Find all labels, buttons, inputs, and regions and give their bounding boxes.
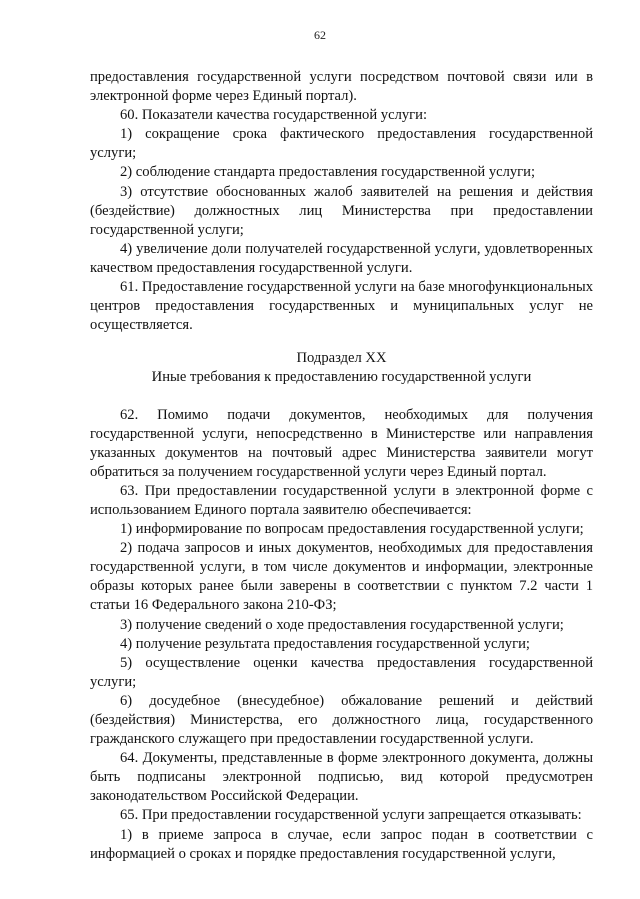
page-number: 62 (314, 28, 326, 42)
paragraph-60-item-2: 2) соблюдение стандарта предоставления государственной услуги; (120, 164, 536, 181)
paragraph-64: 64. Документы, представленные в форме электронного документа, должны быть подписаны электронной подписью, вид которой предусмотрен законодательством Российской Федерации. (90, 750, 593, 805)
paragraph-60-item-4: 4) увеличение доли получателей государственной услуги, удовлетворенных качеством предоставления государственной услуги. (90, 240, 593, 276)
spacer (90, 335, 593, 349)
paragraph-60: 60. Показатели качества государственной услуги: (120, 107, 428, 124)
spacer (90, 388, 593, 406)
paragraph-65-item-1: 1) в приеме запроса в случае, если запрос подан в соответствии с информацией о сроках и порядке предоставления государственной услуги, (90, 826, 593, 862)
paragraph-60-item-1: 1) сокращение срока фактического предоставления государственной услуги; (90, 126, 593, 162)
paragraph-61: 61. Предоставление государственной услуги на базе многофункциональных центров предоставления государственных и муниципальных услуг не осуществляется. (90, 279, 593, 334)
document-body (90, 68, 593, 864)
paragraph-63-item-6: 6) досудебное (внесудебное) обжалование решений и действий (бездействия) Министерства, его должностного лица, государственного гражданского служащего при предоставлении государственной услуги. (90, 692, 593, 748)
paragraph-63-item-3: 3) получение сведений о ходе предоставления государственной услуги; (120, 616, 564, 633)
paragraph-63: 63. При предоставлении государственной услуги в электронной форме с использованием Единого портала заявителю обеспечивается: (90, 482, 593, 518)
paragraph-63-item-4: 4) получение результата предоставления государственной услуги; (120, 635, 530, 652)
paragraph-62: 62. Помимо подачи документов, необходимых для получения государственной услуги, непосредственно в Министерстве или направления указанных документов на почтовый адрес Министерства заявители могут обратиться за получением государственной услуги через Единый портал. (90, 406, 593, 480)
paragraph-65: 65. При предоставлении государственной услуги запрещается отказывать: (120, 807, 582, 824)
paragraph-63-item-5: 5) осуществление оценки качества предоставления государственной услуги; (90, 654, 593, 690)
paragraph-60-item-3: 3) отсутствие обоснованных жалоб заявителей на решения и действия (бездействие) должностных лиц Министерства при предоставлении государственной услуги; (90, 183, 593, 238)
paragraph-63-item-2: 2) подача запросов и иных документов, необходимых для предоставления государственной услуги, в том числе документов и информации, электронные образы которых ранее были заверены в соответствии с пунктом 7.2 части 1 статьи 16 Федерального закона 210-ФЗ; (90, 540, 593, 614)
subsection-label: Подраздел XX (296, 350, 387, 367)
paragraph-63-item-1: 1) информирование по вопросам предоставления государственной услуги; (120, 521, 584, 538)
paragraph-continuation: предоставления государственной услуги посредством почтовой связи или в электронной форме через Единый портал). (90, 69, 593, 105)
subsection-title: Иные требования к предоставлению государственной услуги (151, 369, 532, 386)
